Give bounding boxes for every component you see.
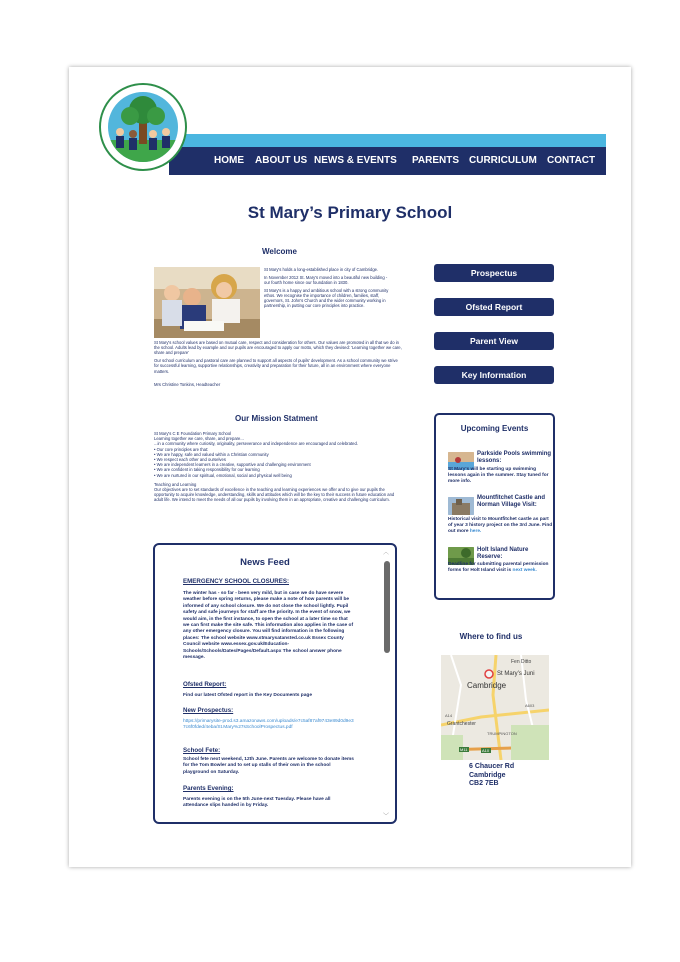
parent-view-button[interactable]: Parent View bbox=[434, 332, 554, 350]
event-text bbox=[448, 517, 554, 535]
map-label: A10 bbox=[482, 748, 490, 753]
scroll-down-icon[interactable]: ﹀ bbox=[383, 814, 390, 820]
event-link[interactable]: here. bbox=[469, 529, 482, 534]
map-label: St Mary’s Juni bbox=[497, 671, 535, 677]
map-label: A14 bbox=[445, 713, 453, 718]
news-scroll-thumb[interactable] bbox=[384, 561, 390, 653]
welcome-photo bbox=[154, 267, 260, 338]
mission-line: • We respect each other and ourselves bbox=[154, 457, 226, 463]
nav-curriculum[interactable]: CURRICULUM bbox=[469, 155, 537, 166]
nav-parents[interactable]: PARENTS bbox=[412, 155, 460, 166]
mission-line: ...in a community where curiosity, originality, perseverance and independence are encouraged and celebrated. bbox=[154, 441, 358, 447]
news-heading: Ofsted Report: bbox=[183, 681, 227, 688]
teaching-text: Our objectives are to set standards of excellence in the teaching and learning experiences we offer and to give our pupils the opportunity to acquire knowledge, understanding, skills and attitudes which will be the key to their success in future education and adult life. We intend to meet the needs of all our pupils by involving them in an appropriate, creative and challenging curriculum. bbox=[154, 487, 395, 503]
header-accent-stripe bbox=[169, 134, 606, 147]
prospectus-link[interactable]: https://primarysite-prod.s3.amazonaws.com/uploads/e7c5af87af9743e89d0d9e37c6f0fded/4eba/St.Mary%27sSchoolProspectus.pdf bbox=[183, 719, 354, 731]
address-line: CB2 7EB bbox=[469, 780, 499, 787]
mission-line: • We are independent learners in a creative, supportive and challenging environment bbox=[154, 462, 311, 468]
welcome-p2: In November 2012 St. Mary's moved into a beautiful new building - our fourth home since our foundation in 1830. bbox=[264, 274, 388, 285]
logo-emblem bbox=[108, 92, 178, 162]
map-label: Grantchester bbox=[447, 721, 476, 727]
welcome-p4: St Mary's school values are based on mutual care, respect and consideration for others. Our values are promoted in all that we do in the school. Adults lead by example and our pupils are encouraged to apply our motto, which they devised: 'Learning together we care, share and prepare' bbox=[154, 340, 402, 356]
welcome-p5: Our school curriculum and pastoral care are planned to support all aspects of pupils' development. As a school community we strive for successful learning, supportive relationships, creativity and preparation for their future, all in an environment where everyone matters. bbox=[154, 358, 398, 374]
page-title: St Mary’s Primary School bbox=[247, 203, 453, 222]
address-line: Cambridge bbox=[469, 771, 506, 779]
upcoming-events-panel bbox=[434, 413, 555, 600]
welcome-intro bbox=[264, 267, 394, 311]
scroll-up-icon[interactable]: ︿ bbox=[383, 550, 390, 556]
news-feed-panel[interactable] bbox=[153, 543, 397, 824]
map-label: Cambridge bbox=[467, 681, 507, 690]
welcome-p1: St Mary's holds a long-established place in city of Cambridge. bbox=[264, 267, 379, 272]
event-image-castle bbox=[448, 497, 474, 515]
news-heading: School Fete: bbox=[183, 747, 221, 754]
welcome-heading: Welcome bbox=[262, 247, 297, 256]
event-heading[interactable]: Holt Island Nature Reserve: bbox=[477, 547, 529, 560]
mission-line: • Our core principles are that: bbox=[154, 446, 209, 452]
mission-line: St Mary's C E Foundation Primary School bbox=[154, 431, 232, 436]
nav-home[interactable]: HOME bbox=[214, 155, 244, 166]
news-text: School fete next weekend, 12th June. Parents are welcome to donate items for the Tom Bowler and to set up stalls of their own in the school playground on Saturday. bbox=[183, 757, 354, 775]
school-address bbox=[469, 763, 514, 789]
event-heading[interactable]: Mountfitchet Castle and Norman Village Visit: bbox=[477, 495, 546, 508]
welcome-signoff: Mrs Christine Tonkins, Headteacher bbox=[154, 381, 221, 387]
map-label: A603 bbox=[525, 703, 535, 708]
news-feed-title: News Feed bbox=[240, 557, 290, 568]
mission-line: • We are happy, safe and valued within a Christian community bbox=[154, 451, 269, 457]
nav-about-us[interactable]: ABOUT US bbox=[255, 155, 308, 166]
nav-news-events[interactable]: NEWS & EVENTS bbox=[314, 155, 397, 166]
event-text bbox=[448, 562, 554, 574]
mission-line: • We are confident in taking responsibility for our learning bbox=[154, 467, 260, 473]
event-text-body: Historical visit to Mountfitchet castle as part of year 3 history project on the 3rd June. Find out more bbox=[448, 517, 553, 534]
teaching-heading: Teaching and Learning bbox=[154, 481, 197, 487]
prospectus-button[interactable]: Prospectus bbox=[434, 264, 554, 282]
ofsted-report-button[interactable]: Ofsted Report bbox=[434, 298, 554, 316]
welcome-body bbox=[154, 340, 402, 389]
welcome-p3: St Mary's is a happy and ambitious school with a strong community ethos. We recognise the importance of children, families, staff, governors, St. John's Church and the wider community working in partnership, in putting our core principles into practice. bbox=[264, 287, 389, 309]
event-heading[interactable]: Parkside Pools swimming lessons: bbox=[477, 451, 552, 464]
news-heading: Parents Evening: bbox=[183, 785, 234, 792]
mission-line: Learning together we care, share, and prepare... bbox=[154, 436, 244, 442]
location-map[interactable] bbox=[441, 655, 549, 760]
events-title: Upcoming Events bbox=[460, 424, 529, 433]
mission-heading: Our Mission Statment bbox=[235, 414, 318, 423]
school-logo[interactable] bbox=[99, 83, 187, 171]
map-label: Fen Ditto bbox=[511, 659, 532, 665]
map-label: M11 bbox=[460, 747, 468, 752]
where-to-find-us-heading: Where to find us bbox=[459, 632, 523, 641]
news-heading: New Prospectus: bbox=[183, 707, 234, 714]
main-nav bbox=[169, 147, 606, 175]
event-text: St Mary's will be starting up swimming lessons again in the summer. Stay tuned for more info. bbox=[448, 467, 549, 484]
key-information-button[interactable]: Key Information bbox=[434, 366, 554, 384]
page-frame bbox=[69, 67, 631, 867]
address-line: 6 Chaucer Rd bbox=[469, 763, 515, 770]
news-heading: EMERGENCY SCHOOL CLOSURES: bbox=[183, 578, 290, 585]
map-label: TRUMPINGTON bbox=[487, 731, 517, 736]
nav-contact[interactable]: CONTACT bbox=[547, 155, 596, 166]
mission-body bbox=[154, 431, 402, 503]
event-link[interactable]: next week. bbox=[512, 568, 537, 573]
news-text: Find our latest Ofsted report in the Key Documents page bbox=[183, 693, 313, 698]
news-text: The winter has - so far - been very mild, but in case we do have severe weather before spring returns, please make a note of how parents will be informed of any school closure. We do not close the school lightly. Pupil safety and safe journeys for staff are the priority. In the event of snow, we would aim, in the first instance, to open the school at a later time so that we can first make the site safe. This information also applies in the case of any other emergency closure. You will find information in the following places: The school website www.stmarysatansted.co.uk Essex County Council website www.essex.gov.uk/Education-Schools/Schools/Dates/Pages/Default.aspx The school answer phone message. bbox=[183, 591, 354, 661]
mission-line: • We are nurtured in our spiritual, emotional, social and physical well being bbox=[154, 472, 292, 478]
event-text-body: Deadline for submitting parental permission forms for Holt Island visit is bbox=[448, 562, 549, 573]
news-text: Parents evening is on the 5th June-next Tuesday. Please have all attendance slips handed in by Friday. bbox=[183, 797, 331, 809]
